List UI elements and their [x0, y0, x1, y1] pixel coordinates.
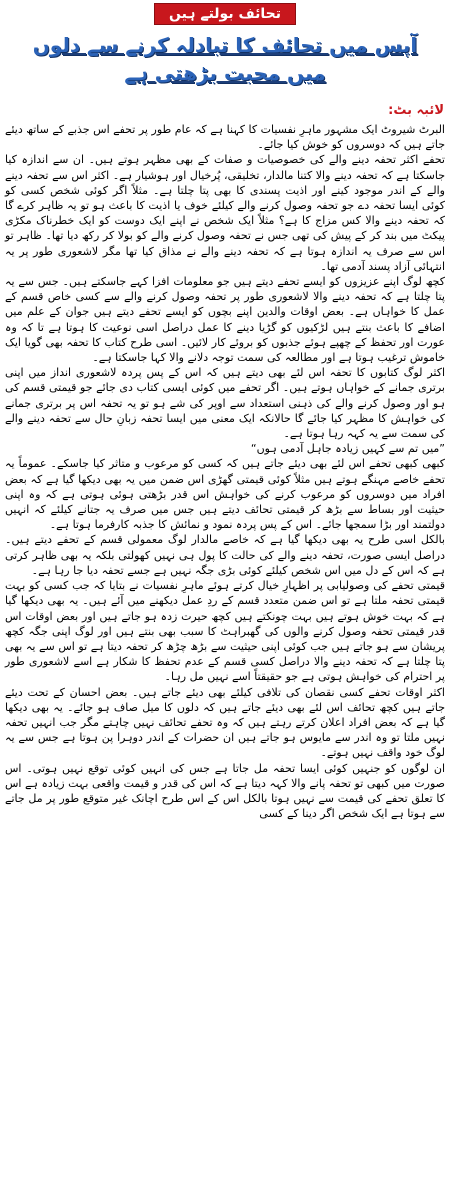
quoted-line: ”میں تم سے کہیں زیادہ جاہل آدمی ہوں“ — [250, 442, 445, 456]
body-paragraph: تحفے اکثر تحفہ دینے والے کی خصوصیات و صفات کے بھی مظہر ہوتے ہیں۔ ان سے اندازہ کیا جاسکتا ہے کہ تحفہ دینے والا کتنا مالدار، تخلیقی، پُرخیال اور ہوشیار ہے۔ اکثر اس سے تحفہ دینے والے کے اندر موجود کینے اور اذیت پسندی کا بھی پتا چلتا ہے۔ مثلاً اگر کوئی شخص کسی کو کوئی ایسا تحفہ دے جو تحفہ وصول کرنے والے کیلئے خوف یا اذیت کا باعث ہو تو یہ ظاہر کرے گا کہ تحفہ دینے والا کس مزاج کا ہے؟ مثلاً ایک شخص نے اپنے ایک دوست کو ایک خطرناک مکڑی پیکٹ میں بند کر کے پیش کی تھی جس نے تحفہ وصول کرنے والے کو بولا کر رکھ دیا تھا۔ ظاہر تو اس سے صرف یہ اندازہ ہوتا ہے کہ تحفہ دینے والے نے مذاق کیا تھا مگر لاشعوری طور پر یہ انتہائی آزاد پسند آدمی تھا۔ — [5, 153, 445, 273]
body-paragraph: کچھ لوگ اپنے عزیزوں کو ایسے تحفے دیتے ہیں جو معلومات افزا کہے جاسکتے ہیں۔ جس سے یہ پتا چلتا ہے کہ تحفہ دینے والا لاشعوری طور پر تحفہ وصول کرنے والے سے کسی خاص قسم کے عمل کا خواہاں ہے۔ بعض اوقات والدین اپنے بچوں کو ایسے تحفے دیتے ہیں جوان کے علم میں اضافے کا باعث بنتے ہیں لڑکیوں کو گڑیا دینے کا عمل دراصل اسی نوعیت کا ہوتا ہے تا کہ وہ عورت اور تحفظ کے چھپے ہوئے جذبوں کو بروئے کار لائیں۔ اسی طرح کتاب کا تحفہ بھی گویا ایک خاموش ترغیب ہوتا ہے اور مطالعہ کی سمت توجہ دلانے والا کہا جاسکتا ہے۔ — [5, 275, 445, 365]
article-body — [5, 122, 445, 821]
kicker-wrap — [0, 3, 450, 27]
headline-line-1: آپس میں تحائف کا تبادلہ کرنے سے دلوں — [32, 33, 418, 57]
headline — [24, 31, 426, 87]
body-paragraph: بالکل اسی طرح یہ بھی دیکھا گیا ہے کہ خاصے مالدار لوگ معمولی قسم کے تحفے دیتے ہیں۔ دراصل ایسی صورت، تحفہ دینے والے کی حالت کا پول ہی نہیں کھولتی بلکہ یہ بھی ظاہر کرتی ہے کہ اس کے دل میں اس شخص کیلئے کوئی بڑی جگہ نہیں ہے جسے تحفہ دیا جا رہا ہے۔ — [5, 533, 445, 577]
author-byline: لائبہ بٹ: — [388, 103, 444, 118]
body-paragraph: کبھی کبھی تحفے اس لئے بھی دیئے جاتے ہیں کہ کسی کو مرعوب و متاثر کیا جاسکے۔ عموماً یہ تحفے خاصے مہنگے ہوتے ہیں مثلاً کوئی قیمتی گھڑی اس ضمن میں یہ بھی دیکھا گیا ہے کہ بعض افراد میں دوسروں کو مرعوب کرنے کی خواہش اس قدر بڑھتی ہوئی ہوتی ہے کہ وہ اپنی حیثیت اور بساط سے بڑھ کر قیمتی تحائف دیتے ہیں جس میں صرف یہ جتانے کیلئے کہ انہیں دولتمند اور بڑا سمجھا جائے۔ اس کے پس پردہ نمود و نمائش کا جذبہ کارفرما ہوتا ہے۔ — [5, 457, 445, 532]
headline-line-2: میں محبت بڑھتی ہے — [124, 61, 326, 85]
section-kicker: تحائف بولتے ہیں — [154, 3, 296, 25]
body-paragraph: اکثر اوقات تحفے کسی نقصان کی تلافی کیلئے بھی دیئے جاتے ہیں۔ بعض احسان کے تحت دیئے جاتے ہیں کچھ تحائف اس لئے بھی دیئے جاتے ہیں کہ دلوں کا میل صاف ہو جائے۔ یہ بھی دیکھا گیا ہے کہ بعض افراد اعلان کرتے رہتے ہیں کہ وہ تحفے تحائف نہیں چاہتے مگر جب انہیں تحفہ نہیں ملتا تو وہ اندر سے مایوس ہو جاتے ہیں ان حضرات کے اندر دوہرا پن ہوتا ہے جس سے یہ لوگ خود واقف نہیں ہوتے۔ — [5, 685, 445, 760]
body-paragraph: ان لوگوں کو جنہیں کوئی ایسا تحفہ مل جاتا ہے جس کی انہیں کوئی توقع نہیں ہوتی۔ اس صورت میں کبھی تو تحفہ پانے والا کہہ دیتا ہے کہ اس کی قدر و قیمت واقعی بہت زیادہ ہے اس کا تعلق تحفے کی قیمت سے نہیں ہوتا بالکل اس کے اس طرح اچانک غیر متوقع طور پر مل جاتے سے ہوتا ہے ایک شخص اگر دینا کے کسی — [5, 761, 445, 821]
body-paragraph: البرٹ شیروٹ ایک مشہور ماہرِ نفسیات کا کہنا ہے کہ عام طور پر تحفے اس جذبے کے ساتھ دیئے جاتے ہیں کہ دوسروں کو خوش کیا جائے۔ — [5, 123, 445, 152]
body-paragraph: قیمتی تحفے کی وصولیابی پر اظہارِ خیال کرتے ہوئے ماہرِ نفسیات نے بتایا کہ جب کسی کو بہت قیمتی تحفہ ملتا ہے تو اس ضمن متعدد قسم کے ردِ عمل دیکھنے میں آئے ہیں۔ یہ بھی دیکھا گیا ہے کہ بہت خوش ہوتے ہیں بہت چونکتے ہیں کچھ حیرت زدہ ہو جاتے ہیں اور بعض اوقات اس قدر قیمتی تحفہ وصول کرنے والوں کی گھبراہٹ کا سبب بھی بنتے ہیں اور لوگ اپنی جگہ کچھ پریشان سے ہو جاتے ہیں جب کوئی اپنی حیثیت سے بڑھ چڑھ کر تحفہ دیتا ہے تو اس سے یہ بھی پتا چلتا ہے کہ تحفہ دینے والا دراصل کسی قسم کے عدم تحفظ کا شکار ہے اسے لاشعوری طور پر احترام کی خواہش ہوتی ہے جو حقیقتاً اسے نہیں مل رہا۔ — [5, 579, 445, 684]
body-paragraph: اکثر لوگ کتابوں کا تحفہ اس لئے بھی دیتے ہیں کہ اس کے پس پردہ لاشعوری انداز میں اپنی برتری جمانے کے خواہاں ہوتے ہیں۔ اگر تحفے میں کوئی ایسی کتاب دی جائے جو قیمتی قسم کی ہو اور وصول کرنے والے کی ذہنی استعداد سے اوپر کی شے ہو تو یہ تحفہ اس پر برتری جمانے کی خواہش کا مظہر کیا جائے گا حالانکہ ایک معنی میں ایسا تحفہ زبانِ حال سے تحفہ دینے والے کی سمت سے یہ کہہ رہا ہوتا ہے۔ — [5, 366, 445, 441]
